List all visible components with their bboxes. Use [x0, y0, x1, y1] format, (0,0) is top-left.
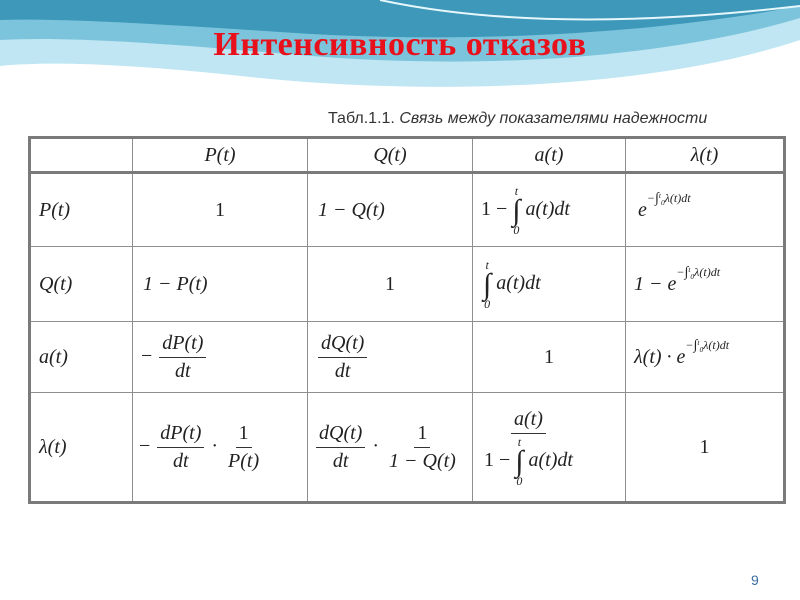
exponent — [647, 191, 691, 205]
integral-sign — [515, 436, 523, 487]
integral-sign — [512, 185, 520, 236]
header-cell-lambda: λ(t) — [626, 138, 785, 173]
row-label-lambda: λ(t) — [30, 393, 133, 503]
integral-symbol: ∫ — [512, 193, 521, 227]
multiply-dot: · — [211, 434, 219, 457]
exponent-sign: − — [646, 190, 655, 205]
exponent-integral-symbol: ∫ — [693, 337, 698, 353]
exponent — [676, 265, 720, 279]
fraction-numerator: 1 — [236, 422, 252, 448]
exponent-sign: − — [676, 264, 685, 279]
cell-a-from-lambda — [626, 322, 785, 393]
fraction-numerator: a(t) — [511, 408, 546, 434]
fraction — [481, 408, 576, 487]
cell-lambda-from-p — [133, 393, 308, 503]
integral-lower-limit: 0 — [516, 473, 523, 488]
exponent-body: λ(t)dt — [703, 337, 730, 352]
fraction-numerator: dP(t) — [157, 422, 204, 448]
exponent-integral-symbol: ∫ — [684, 264, 689, 280]
header-cell-q: Q(t) — [308, 138, 473, 173]
fraction-denominator: dt — [334, 359, 351, 382]
header-corner-cell — [30, 138, 133, 173]
table-header-row — [30, 138, 785, 173]
formula-prefix: 1 − — [481, 197, 508, 220]
integral-lower-limit: 0 — [513, 222, 520, 237]
row-label-p: P(t) — [30, 173, 133, 247]
fraction-denominator: P(t) — [228, 449, 260, 472]
exponent-integral-limits: $^t_0$ — [688, 264, 695, 281]
slide-title: Интенсивность отказов — [213, 26, 587, 63]
formula-prefix: 1 − e — [634, 272, 677, 295]
fraction-numerator: dP(t) — [159, 332, 206, 358]
cell-p-from-lambda — [626, 173, 785, 247]
exponent-integral-symbol: ∫ — [655, 190, 659, 206]
fraction — [318, 332, 367, 383]
fraction-numerator: dQ(t) — [318, 332, 367, 358]
table-row — [30, 247, 785, 322]
cell-a-from-q — [308, 322, 473, 393]
table-row — [30, 322, 785, 393]
cell-value: 1 − P(t) — [143, 272, 208, 295]
formula-sign: − — [139, 434, 151, 457]
cell-lambda-from-a — [473, 393, 626, 503]
cell-a-from-p — [133, 322, 308, 393]
row-label-a: a(t) — [30, 322, 133, 393]
exponent-body: λ(t)dt — [694, 264, 721, 279]
integral-symbol: ∫ — [483, 267, 492, 301]
fraction — [157, 422, 204, 473]
cell-value: 1 — [215, 198, 225, 221]
exponent-body: λ(t)dt — [664, 190, 691, 205]
exponent — [685, 338, 729, 352]
integral-upper-limit: t — [517, 434, 522, 449]
exp-base: e — [638, 198, 647, 221]
fraction-denominator: 1 − Q(t) — [389, 449, 456, 472]
cell-lambda-from-lambda — [626, 393, 785, 503]
fraction — [316, 422, 365, 473]
header-cell-a: a(t) — [473, 138, 626, 173]
integral-sign — [483, 259, 491, 310]
exponent-integral-limits: $^t_0$ — [697, 337, 704, 354]
cell-q-from-a — [473, 247, 626, 322]
exponent-sign: − — [685, 337, 694, 352]
fraction-denominator: dt — [175, 359, 191, 382]
integral-lower-limit: 0 — [484, 296, 491, 311]
table-caption — [328, 110, 707, 128]
integrand: a(t)dt — [496, 271, 541, 294]
integral-upper-limit: t — [514, 183, 519, 198]
page-number: 9 — [751, 572, 759, 588]
cell-p-from-a — [473, 173, 626, 247]
cell-q-from-p — [133, 247, 308, 322]
cell-value: 1 — [699, 435, 710, 458]
cell-a-from-a — [473, 322, 626, 393]
cell-value: 1 — [385, 272, 395, 295]
cell-q-from-q — [308, 247, 473, 322]
formula-prefix: 1 − — [484, 448, 511, 471]
table-caption-text: Связь между показателями надежности — [399, 110, 708, 127]
cell-p-from-p — [133, 173, 308, 247]
integrand: a(t)dt — [525, 197, 570, 220]
reliability-relations-table — [28, 136, 786, 504]
fraction-numerator: dQ(t) — [316, 422, 365, 448]
table-row — [30, 393, 785, 503]
integrand: a(t)dt — [528, 448, 573, 471]
formula-sign: − — [141, 344, 153, 367]
exponent-integral-limits: $^t_0$ — [658, 190, 665, 207]
integral-symbol: ∫ — [515, 444, 524, 478]
cell-p-from-q — [308, 173, 473, 247]
fraction-denominator — [481, 434, 576, 487]
fraction — [225, 422, 262, 473]
cell-lambda-from-q — [308, 393, 473, 503]
integral-upper-limit: t — [485, 257, 489, 272]
multiply-dot: · — [372, 434, 379, 457]
fraction-denominator: dt — [332, 449, 349, 472]
cell-value: 1 — [544, 345, 554, 368]
fraction-numerator: 1 — [414, 422, 430, 448]
formula-prefix: λ(t) · e — [634, 345, 686, 368]
cell-value: 1 − Q(t) — [318, 198, 385, 221]
fraction — [159, 332, 206, 383]
cell-q-from-lambda — [626, 247, 785, 322]
fraction — [386, 422, 459, 473]
table-row — [30, 173, 785, 247]
header-cell-p: P(t) — [133, 138, 308, 173]
fraction-denominator: dt — [173, 449, 189, 472]
table-caption-number: Табл.1.1. — [328, 110, 395, 127]
row-label-q: Q(t) — [30, 247, 133, 322]
